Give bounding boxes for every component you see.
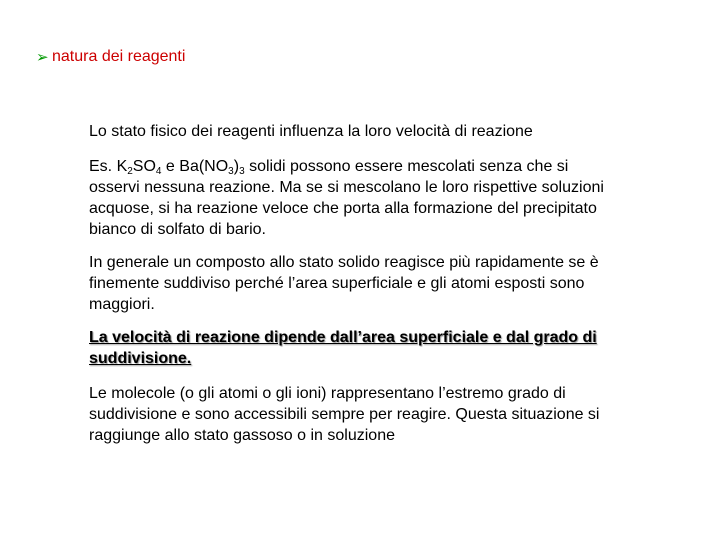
paragraph-key-statement: La velocità di reazione dipende dall’area superficiale e dal grado di suddivisione. <box>89 329 597 367</box>
paragraph-subdivision: In generale un composto allo stato solido reagisce più rapidamente se è finemente suddiviso perché l’area superficiale e gli atomi esposti sono maggiori. <box>89 254 599 313</box>
slide-body <box>89 121 619 458</box>
paragraph-physical-state: Lo stato fisico dei reagenti influenza la loro velocità di reazione <box>89 123 533 140</box>
arrow-bullet-icon: ➢ <box>36 48 49 66</box>
heading-text: natura dei reagenti <box>52 48 186 65</box>
paragraph-molecules: Le molecole (o gli atomi o gli ioni) rappresentano l’estremo grado di suddivisione e sono accessibili sempre per reagire. Questa situazione si raggiunge allo stato gassoso o in soluzione <box>89 385 600 444</box>
paragraph-example: Es. $K_2SO_4$ e $Ba(NO_3)_3$ solidi possono essere mescolati senza che si osservi nessuna reazione. Ma se si mescolano le loro rispettive soluzioni acquose, si ha reazione veloce che porta alla formazione del precipitato bianco di solfato di bario. <box>89 158 604 238</box>
slide-heading <box>36 48 185 66</box>
